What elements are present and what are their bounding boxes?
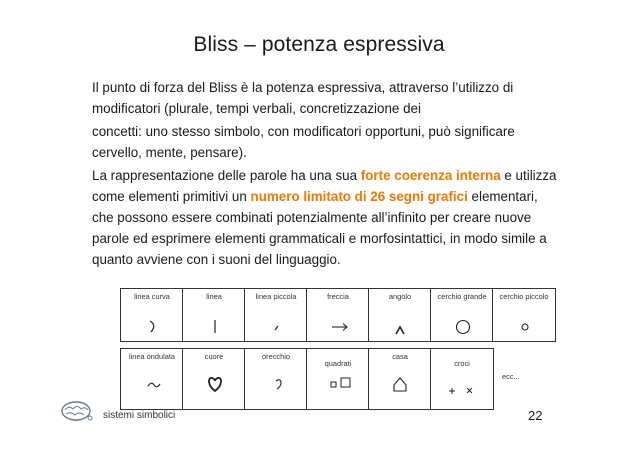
paragraph-2: concetti: uno stesso simbolo, con modificatori opportuni, può significare cervello, mente, pensare). bbox=[92, 124, 515, 160]
page-number: 22 bbox=[528, 408, 543, 423]
symbol-label: freccia bbox=[327, 292, 349, 301]
arrow-icon bbox=[307, 289, 371, 343]
highlight-segni: numero limitato di 26 segni grafici bbox=[250, 189, 468, 204]
symbol-label: linea piccola bbox=[255, 292, 297, 301]
symbol-cell-croci bbox=[430, 348, 494, 410]
etc-label: ecc... bbox=[502, 372, 520, 381]
small-circle-icon bbox=[493, 289, 557, 343]
wavy-line-icon bbox=[121, 349, 185, 411]
paragraph-3-part-b: e utilizza come elementi primitivi un bbox=[92, 168, 557, 204]
symbol-cell-orecchio bbox=[244, 348, 308, 410]
symbol-label: casa bbox=[392, 352, 408, 361]
symbol-label: quadrati bbox=[324, 359, 352, 368]
symbol-label: linea bbox=[206, 292, 222, 301]
symbol-label: cerchio grande bbox=[437, 292, 487, 301]
slide-title: Bliss – potenza espressiva bbox=[193, 33, 445, 56]
symbol-cell-freccia bbox=[306, 288, 370, 342]
line-icon bbox=[183, 289, 247, 343]
paragraph-1: Il punto di forza del Bliss è la potenza espressiva, attraverso l’utilizzo di modificatori (plurale, tempi verbali, concretizzazione dei bbox=[92, 80, 514, 116]
symbol-cell-cerchio-piccolo bbox=[492, 288, 556, 342]
symbol-cell-linea-curva bbox=[120, 288, 184, 342]
paragraph-3 bbox=[92, 165, 562, 270]
large-circle-icon bbox=[431, 289, 495, 343]
slide-body bbox=[92, 77, 562, 270]
footer-label: sistemi simbolici bbox=[103, 410, 176, 421]
brain-logo-icon bbox=[58, 398, 98, 424]
paragraph-3-part-a: La rappresentazione delle parole ha una sua bbox=[92, 168, 361, 183]
symbol-label: cuore bbox=[204, 352, 224, 361]
symbol-label: croci bbox=[454, 359, 470, 368]
symbol-label: angolo bbox=[388, 292, 412, 301]
ear-icon bbox=[245, 349, 309, 411]
symbol-cell-linea bbox=[182, 288, 246, 342]
symbol-label: cerchio piccolo bbox=[499, 292, 549, 301]
squares-icon bbox=[307, 349, 371, 411]
symbol-cell-quadrati bbox=[306, 348, 370, 410]
heart-icon bbox=[183, 349, 247, 411]
symbol-cell-casa bbox=[368, 348, 432, 410]
small-line-icon bbox=[245, 289, 309, 343]
symbol-cell-linea-ondulata bbox=[120, 348, 184, 410]
curved-line-icon bbox=[121, 289, 185, 343]
symbol-cell-cerchio-grande bbox=[430, 288, 494, 342]
highlight-coerenza: forte coerenza interna bbox=[360, 168, 501, 183]
symbol-label: linea curva bbox=[134, 292, 170, 301]
symbol-cell-linea-piccola bbox=[244, 288, 308, 342]
symbol-label: orecchio bbox=[262, 352, 290, 361]
symbol-cell-angolo bbox=[368, 288, 432, 342]
house-icon bbox=[369, 349, 433, 411]
angle-icon bbox=[369, 289, 433, 343]
paragraph-3-part-c: elementari, che possono essere combinati potenzialmente all’infinito per creare nuove parole ed esprimere elementi grammaticali e morfosintattici, in modo simile a quanto avviene con i suoni del linguaggio. bbox=[92, 189, 547, 267]
symbol-label: linea ondulata bbox=[128, 352, 176, 361]
crosses-icon bbox=[431, 349, 495, 411]
symbol-cell-cuore bbox=[182, 348, 246, 410]
